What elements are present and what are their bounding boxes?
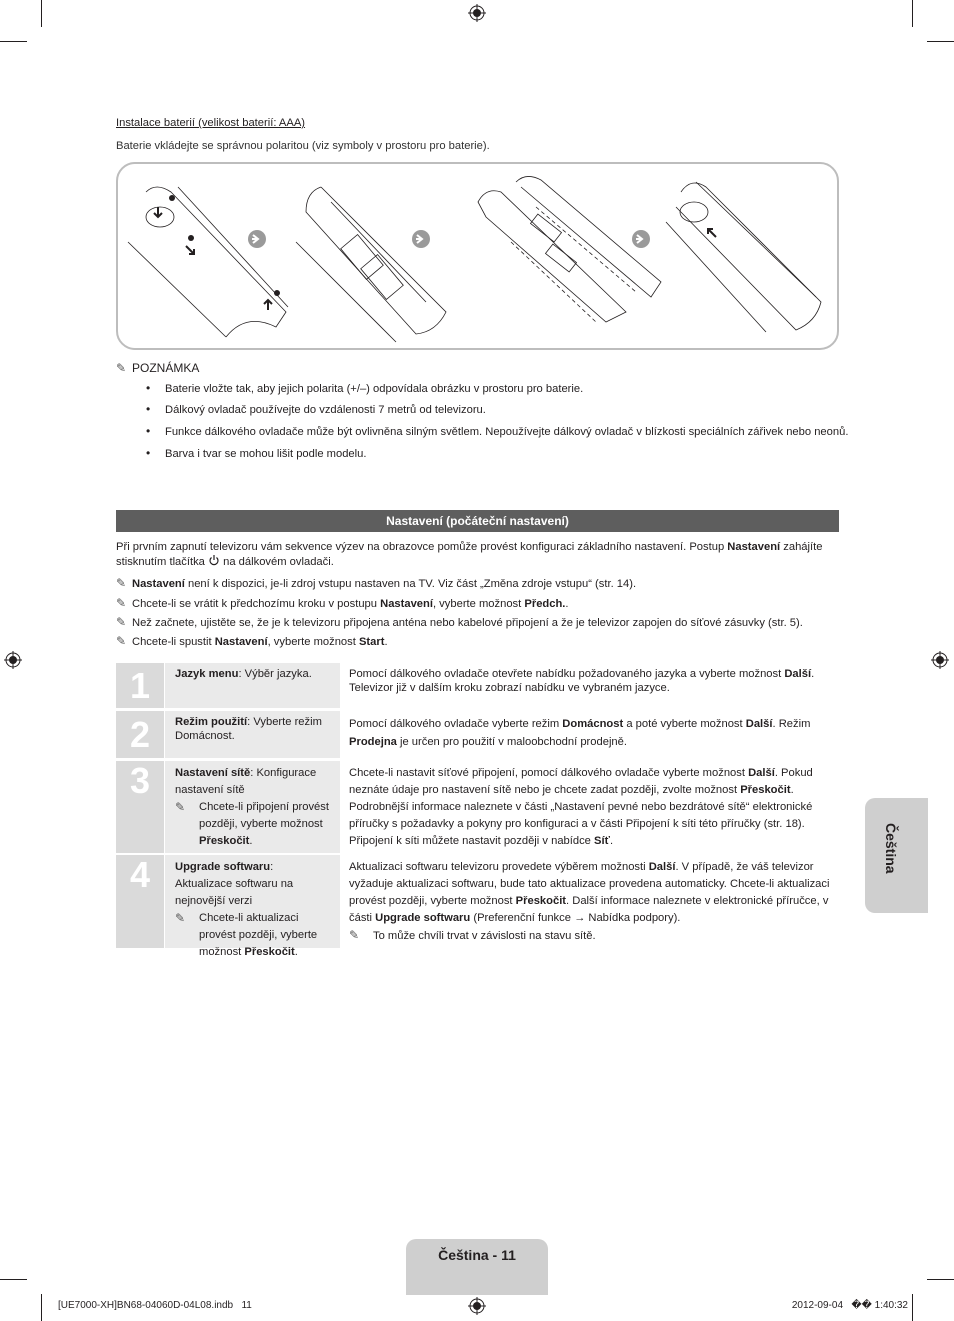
- step-right-cell: Aktualizaci softwaru televizoru provedete výběrem možnosti Další. V případě, že váš televizor vyžaduje aktualizaci softwaru, bude tato aktualizace provedena automaticky. Chcete-li aktualizaci provést později, vyberte možnost Přeskočit. Další informace naleznete v elektronické příručce, v části Upgrade softwaru (Preferenční funkce → Nabídka podpory). ✎ To může chvíli trvat v závislosti na stavu sítě.: [349, 861, 830, 942]
- note-pencil-icon: ✎: [116, 615, 127, 629]
- battery-instruction: Baterie vkládejte se správnou polaritou (viz symboly v prostoru pro baterie).: [116, 140, 490, 152]
- note-item: Funkce dálkového ovladače může být ovlivněna silným světlem. Nepoužívejte dálkový ovladač v blízkosti speciálních zářivek nebo neonů.: [165, 426, 849, 438]
- note-pencil-icon: ✎: [349, 928, 360, 942]
- language-side-tab: Čeština: [865, 798, 928, 913]
- crop-mark: [927, 41, 954, 42]
- note-label: POZNÁMKA: [132, 361, 200, 375]
- next-step-arrow-icon: [412, 230, 430, 248]
- power-button-icon: [208, 554, 220, 566]
- setup-intro: Při prvním zapnutí televizoru vám sekvence výzev na obrazovce pomůže provést konfiguraci základního nastavení. Postup Nastavení zahájíte stisknutím tlačítka na dálkovém ovladači.: [116, 541, 823, 568]
- page-number-tab: Čeština - 11: [406, 1239, 548, 1295]
- registration-mark-icon: [4, 651, 22, 669]
- crop-mark: [41, 1294, 42, 1321]
- registration-mark-icon: [468, 1297, 486, 1315]
- note-pencil-icon: ✎: [116, 634, 127, 648]
- note-item: Baterie vložte tak, aby jejich polarita (+/–) odpovídala obrázku v prostoru pro baterie.: [165, 383, 584, 395]
- crop-mark: [912, 1294, 913, 1321]
- footer-file-info: [UE7000-XH]BN68-04060D-04L08.indb 11: [58, 1300, 252, 1311]
- step-right-cell: Pomocí dálkového ovladače otevřete nabídku požadovaného jazyka a vyberte možnost Další. Televizor již v dalším kroku zobrazí nabídku ve vybraném jazyce.: [349, 668, 815, 694]
- bullet-icon: •: [146, 424, 151, 438]
- bullet-icon: •: [146, 381, 151, 395]
- battery-heading: Instalace baterií (velikost baterií: AAA): [116, 117, 306, 129]
- section-title: Nastavení (počáteční nastavení): [116, 510, 839, 532]
- step-number: 4: [116, 855, 164, 948]
- crop-mark: [912, 0, 913, 27]
- note-item: Dálkový ovladač používejte do vzdálenosti 7 metrů od televizoru.: [165, 404, 486, 416]
- step-right-cell: Pomocí dálkového ovladače vyberte režim Domácnost a poté vyberte možnost Další. Režim Prodejna je určen pro použití v maloobchodní prodejně.: [349, 718, 811, 748]
- step-left-cell: Režim použití: Vyberte režim Domácnost.: [165, 711, 340, 758]
- step-number: 1: [116, 663, 164, 708]
- step-number: 3: [116, 761, 164, 853]
- bullet-icon: •: [146, 402, 151, 416]
- step-marker-icon: [188, 235, 194, 241]
- note-item: Barva i tvar se mohou lišit podle modelu.: [165, 448, 367, 460]
- step-left-cell: Nastavení sítě: Konfigurace nastavení sítě ✎ Chcete-li připojení provést později, vyberte možnost Přeskočit.: [165, 761, 340, 853]
- registration-mark-icon: [931, 651, 949, 669]
- step-number: 2: [116, 711, 164, 758]
- note-heading: [116, 361, 199, 376]
- step-marker-icon: [169, 195, 175, 201]
- crop-mark: [927, 1279, 954, 1280]
- note-pencil-icon: ✎: [116, 361, 127, 375]
- setup-note: ✎ Nastavení není k dispozici, je-li zdroj vstupu nastaven na TV. Viz část „Změna zdroje vstupu“ (str. 14).: [116, 576, 637, 590]
- bullet-icon: •: [146, 446, 151, 460]
- setup-note: ✎ Než začnete, ujistěte se, že je k televizoru připojena anténa nebo kabelové připojení a že je televizor zapojen do síťové zásuvky (str. 5).: [116, 615, 803, 629]
- crop-mark: [41, 0, 42, 27]
- note-pencil-icon: ✎: [116, 596, 127, 610]
- crop-mark: [0, 1279, 27, 1280]
- note-pencil-icon: ✎: [175, 800, 186, 814]
- setup-note: ✎ Chcete-li spustit Nastavení, vyberte možnost Start.: [116, 634, 388, 648]
- registration-mark-icon: [468, 4, 486, 22]
- next-step-arrow-icon: [248, 230, 266, 248]
- note-pencil-icon: ✎: [116, 576, 127, 590]
- crop-mark: [0, 41, 27, 42]
- step-marker-icon: [274, 290, 280, 296]
- step-left-cell: Upgrade softwaru: Aktualizace softwaru na nejnovější verzi ✎ Chcete-li aktualizaci provést později, vyberte možnost Přeskočit.: [165, 855, 340, 948]
- next-step-arrow-icon: [632, 230, 650, 248]
- footer-timestamp: 2012-09-04 �� 1:40:32: [791, 1300, 908, 1311]
- setup-note: ✎ Chcete-li se vrátit k předchozímu kroku v postupu Nastavení, vyberte možnost Předch..: [116, 596, 569, 610]
- step-left-cell: Jazyk menu: Výběr jazyka.: [165, 663, 340, 708]
- step-right-cell: Chcete-li nastavit síťové připojení, pomocí dálkového ovladače vyberte možnost Další. Pokud neznáte údaje pro nastavení sítě nebo je chcete zadat později, zvolte možnost Přeskočit. Podrobnější informace naleznete v části „Nastavení pevné nebo bezdrátové sítě“ elektronické příručky s požadavky a pokyny pro konfiguraci a v části Připojení k síti této příručky (str. 18). Připojení k síti můžete nastavit později v nabídce Síť.: [349, 767, 813, 847]
- battery-installation-illustration: [116, 162, 839, 350]
- note-pencil-icon: ✎: [175, 911, 186, 925]
